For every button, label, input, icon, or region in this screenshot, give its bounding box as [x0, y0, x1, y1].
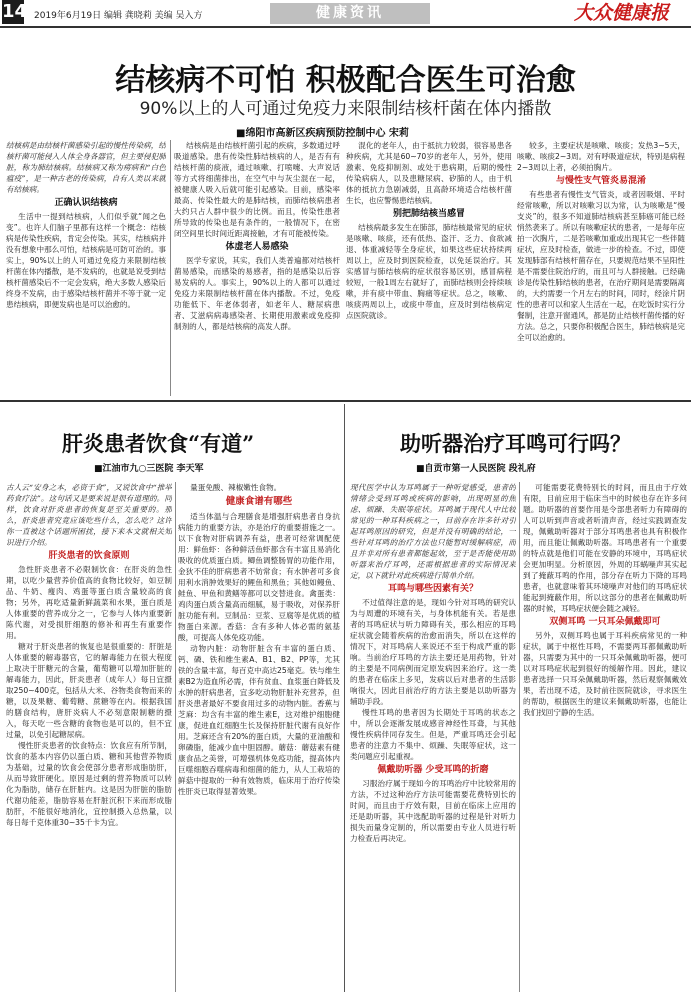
column-divider — [170, 140, 171, 396]
top-col-2 — [174, 140, 340, 396]
liver-col-1 — [6, 482, 172, 992]
hearing-col-1 — [350, 482, 516, 992]
liver-article-title: 肝炎患者饮食“有道” — [62, 431, 255, 456]
header-rule — [0, 26, 691, 28]
hearing-para-3: 习服治疗属于现如今的耳鸣治疗中比较常用的方法，不过这种治疗方法可能需要花费特别长的时间，而且由于疗效有限，目前在临床上应用的还是助听器，其中选配助听器的过程是针对听力损失而量身定制的，所以需要由专业人员进行听力检查后再决定。 — [350, 779, 516, 843]
subheading-hearing-aid: 佩戴助听器 少受耳鸣的折磨 — [377, 765, 489, 775]
subheading-elderly: 体虚老人易感染 — [225, 242, 289, 252]
hearing-col2-text: 可能需要花费特别长的时间，而且由于疗效有限，目前应用于临床当中的时候也存在许多问题。助听器的首要作用是令部患者听力有障碍的人可以听到声音或者听清声音，经过实践调查发现，佩戴助听器对于部分耳鸣患者也具有积极作用，而且能让佩戴助听器。耳鸣患者有一个重要的特点就是他们可能在安静的环境中，耳鸣症状会更加明显。分析原因，外周的耳蜗噪声其实起到了掩蔽耳鸣的作用，部分存在听力下降的耳鸣患者，也就意味着其环境噪声对他们的耳鸣症状能起到掩蔽作用，所以这部分的患者在佩戴助听器的时候，耳鸣症状便会随之减轻。 — [523, 483, 687, 613]
subheading-tb-understanding: 正确认识结核病 — [54, 198, 118, 208]
column-divider — [175, 482, 176, 992]
liver-col2b-text: 动物内脏：动物肝脏含有丰富的蛋白质、钙、磷、铁和维生素A、B1、B2、PP等，尤其铁的含量丰富，每百克中高达25毫克。铁与维生素B2为造血所必需，伴有贫血、血浆蛋白降低及水肿的肝病患者，宜多吃动物肝脏补充营养，但肝炎患者最好不要食用过多的动物内脏。香蕉与芝麻：均含有丰富的维生素E，这对维护细胞健康，促进血红细胞生长及保持肝脏代谢有良好作用。芝麻还含有20%的蛋白质，大量的亚油酸和卵磷脂，能减少血中胆固醇。蘑菇：蘑菇素有健康食品之美誉，可增强机体免疫功能，提高体内巨噬细胞吞噬病毒和细菌的能力，从人工栽培的鲜菇中提取的一种有效物质，临床用于治疗传染性肝炎已取得显著效果。 — [178, 644, 340, 796]
article-divider — [344, 404, 345, 992]
liver-para-2: 糖对于肝炎患者的恢复也是很重要的：肝脏是人体重要的解毒器官，它的解毒能力在很大程度上取决于肝糖元的含量，葡萄糖可以增加肝脏的解毒能力，因此，肝炎患者（成年人）每日宜摄取250~400克，包括从大米、谷物类食物而来的糖，以及果糖、葡萄糖、蔗糖等在内。根据我国的膳食结构，唐肝炎病人不必刻意限制糖的摄入，每天吃一些含糖的食物也是可以的，但不宜过量，以免引起糖尿病。 — [6, 642, 172, 739]
liver-col-2 — [178, 482, 340, 992]
subheading-bilateral: 双侧耳鸣 一只耳朵佩戴即可 — [549, 617, 661, 627]
subheading-not-a-cold: 别把肺结核当感冒 — [392, 209, 465, 219]
hearing-lead: 现代医学中认为耳鸣属于一种听觉感受，患者的情绪会受到耳鸣或疾病的影响，出现明显的焦虑、烦躁、失眠等症状。耳鸣属于现代人中比较常见的一种耳科疾病之一，目前存在许多针对引起耳鸣原因的研究，但是并没有明确的结论，一些针对耳鸣的治疗方法也只能暂时缓解病症，而且并非对所有患者都能起效，至于是否能使用助听器来治疗耳鸣，还需根据患者的实际情况来定，以下就针对此疾病进行简单介绍。 — [350, 483, 516, 580]
liver-col2a-text: 适当体温与合理膳食是增强肝病患者自身抗病能力的重要方法，亦是治疗的重要措施之一。以下食物对肝病调养有益，患者可经常调配使用：鲜鱼虾：各种鲜活鱼虾都含有丰富且易消化吸收的优质蛋白质。鲫鱼调整肠胃的功能作用，金狄不佳的肝病患者不妨常食；有水肿者可多食用利水消肿效果好的鲤鱼和黑鱼；其他如鳗鱼、鲑鱼、甲鱼和黄鳝等都可以交替进食。禽蛋类：鸡肉蛋白质含量高而细腻，易于吸收，对保养肝脏功能有利。豆制品：豆浆、豆腐等是优质的植物蛋白来源。香菇：含有多种人体必需的氨基酸，可提高人体免疫功能。 — [178, 512, 340, 642]
top-col-4 — [517, 140, 685, 396]
top-article-subtitle: 90%以上的人可通过免疫力来限制结核杆菌在体内播散 — [139, 99, 552, 119]
hearing-para-1: 不过值得注意的是，现如今针对耳鸣的研究认为与周遭的环境有关，与身体机能有关。若是患者的耳鸣症状与听力障碍有关，那么相应的耳鸣症状就会随着疾病的治愈而消失，所以在这样的情况下，对耳鸣病人来说还不至于构成严重的影响。当前治疗耳鸣的方法主要还是用药物，针对的主要是不同病例而定原发病因来治疗。这一类的患者在临床上多见，发病以后对患者的生活影响很大，因此目前治疗的方法主要是以助听器为辅助手段。 — [350, 598, 516, 706]
liver-article-byline: ■江油市九○三医院 李天军 — [94, 464, 204, 474]
top-lead: 结核病是由结核杆菌感染引起的慢性传染病，结核杆菌可能侵入人体全身各器官，但主要侵犯肺脏，称为肺结核病。结核病又称为痨病和“白色瘟疫”，是一种古老的传染病，自有人类以来就有结核病。 — [6, 141, 166, 194]
top-col1-text: 生活中一提到结核病，人们似乎就“闻之色变”。也许人们脑子里都有这样一个概念：结核病是传染性疾病，肯定会传染。其实，结核病并没有想象中那么可怕，结核病是可防可治的。事实上，90%以上的人可通过免疫力来限制结核杆菌在体内播散，是不发病的，也就是说受到结核杆菌感染后不一定会发病，绝大多数人感染后终身不发病，由于感染结核杆菌并不等于就一定患结核病，即便发病也是可以治愈的。 — [6, 212, 166, 309]
top-col4b-text: 有些患者有慢性支气管炎，或者因吸烟、平时经常咳嗽，所以对咳嗽习以为常，认为咳嗽是“慢支炎”的，很多不知道肺结核病甚至肺癌可能已经悄然袭来了。所以有咳嗽症状的患者，一是每年应拍一次胸片，二是若咳嗽加重或出现其它一些伴随症状，应及时检查，做进一步的检查。不过，即使发现肺部有结核杆菌存在，只要规范结果不呈阳性是不需要住院治疗的，而且可与人群接触。已经确诊是传染性肺结核的患者，在治疗期间是需要隔离的，大约需要一个月左右的时间，同时，经涂片阴性的患者可以和家人生活在一起，在吃饭时实行分餐制，注意开窗通风，都是防止结核杆菌传播的好方法。总之，只要你积极配合医生，肺结核病是完全可以治愈的。 — [517, 190, 685, 342]
subheading-tinnitus-factors: 耳鸣与哪些因素有关？ — [387, 584, 478, 594]
subheading-healthy-recipes: 健康食谱有哪些 — [225, 496, 293, 507]
top-article-title: 结核病不可怕 积极配合医生可治愈 — [115, 63, 576, 98]
top-col3b-text: 结核病最多发生在肺部，肺结核最常见的症状是咳嗽、咳痰，还有低热、盗汗、乏力、食欲减退、体重减轻等全身症状，如果这些症状持续两周以上，应及时到医院检查，以免延误治疗。其实感冒与肺结核病的症状很容易区别，感冒病程较短，一般1周左右就好了，而肺结核则会持续咳嗽，并有痰中带血、胸痛等症状。总之，咳嗽、咳痰两周以上，或痰中带血，应及时到结核病定点医院就诊。 — [346, 223, 512, 320]
top-col-1 — [6, 140, 166, 396]
top-col2-text: 结核病是由结核杆菌引起的疾病，多数通过呼吸道感染。患有传染性肺结核病的人，是否有有结核杆菌的痰液，通过咳嗽、打喷嚏、大声说话等方式将细菌排出，在空气中与灰尘混在一起，被健康人吸入后就可能引起感染。目前，感染率最高、传染性最大的是肺结核，而肺结核病患者大约只占人群中很少的比例。而且，传染性患者所导致的传染也是有条件的，一般情况下，在密闭空间里长时间近距离接触，才有可能被传染。 — [174, 141, 340, 238]
subheading-diet-principles: 肝炎患者的饮食原则 — [48, 551, 130, 561]
liver-para-3: 慢性肝炎患者的饮食特点：饮食应有所节制，饮食的基本内容仍以蛋白质、糖和其他营养物质为基础，过量的饮食会使部分患者形成脂肪肝，从而导致肝硬化。原因是过剩的营养物质可以转化为脂肪，储存在肝脏内。这是因为肝脏的脂肪代谢功能差，脂肪容易在肝脏沉积下来而形成脂肪肝，不能很好地消化，宜控制摄入总热量，以每日每千克体重30~35千卡为宜。 — [6, 741, 172, 827]
liver-lead: 古人云“安身之本，必资于食”，又说饮食中“推举药食疗法”。这句话又是要来说是很有道理的。同样，饮食对肝炎患者的恢复是至关重要的。那么，肝炎患者究竟应该吃些什么，怎么吃？这许你一直被这个话题所困扰，接下来本文就相关知识进行介绍。 — [6, 483, 172, 547]
top-col2b-text: 医学专家说，其实，我们人类普遍都对结核杆菌易感染，而感染的易感者，指的是感染以后容易发病的人。事实上，90%以上的人都可以通过免疫力来限制结核杆菌在体内播散。不过，免疫功能低下、年老体弱者，如老年人、糖尿病患者、艾滋病病毒感染者、长期使用激素或免疫抑制剂的人，都是结核病的高发人群。 — [174, 256, 340, 331]
top-col4-text: 较多，主要症状是咳嗽、咳痰；发热3~5天，咳嗽、咳痰2~3周。对有呼吸道症状，特别是病程2~3周以上者，必须拍胸片。 — [517, 141, 685, 172]
issue-meta: 2019年6月19日 编辑 龚晓莉 美编 吴入方 — [34, 11, 203, 21]
hearing-col-2 — [523, 482, 687, 992]
hearing-article-byline: ■自贡市第一人民医院 段礼府 — [416, 464, 536, 474]
liver-para-1: 急性肝炎患者不必限制饮食：在肝炎的急性期，以吃少量营养价值高的食物比较好，如豆制品、牛奶、瘦肉、鸡蛋等蛋白质含量较高的食物；另外，再吃适量新鲜蔬菜和水果，蛋白质是人体重要的营养成分之一，它参与人体内重要新陈代谢，对受损肝细胞的修补和再生有重要作用。 — [6, 565, 172, 640]
top-article-byline: ■绵阳市高新区疾病预防控制中心 宋莉 — [236, 128, 409, 139]
section-name: 健康资讯 — [270, 3, 430, 24]
page-number: 14 — [2, 1, 28, 22]
top-col-3 — [346, 140, 512, 396]
section-rule — [0, 400, 691, 402]
hearing-col2b-text: 另外，双侧耳鸣也属于耳科疾病常见的一种症状，属于中枢性耳鸣，不需要两耳都佩戴助听器，只需要为其中的一只耳朵佩戴助听器，便可以对耳鸣症状起到很好的缓解作用。因此，建议患者选择一只耳朵佩戴助听器，然后观察佩戴效果，若出现不适，及时前往医院就诊，寻求医生的帮助，根据医生的建议来佩戴助听器，也能让我们找回宁静的生活。 — [523, 631, 687, 717]
liver-col2-text: 量蛋免酸、辣椒嫩性食物。 — [190, 483, 282, 492]
hearing-para-2: 慢性耳鸣的患者因为长期处于耳鸣的状态之中，所以会逐渐发展成感音神经性耳聋，与其他慢性疾病伴同存发生。但是，严重耳鸣还会引起患者的注意力不集中、烦躁、失眠等症状，这一类问题应引起重视。 — [350, 708, 516, 761]
hearing-article-title: 助听器治疗耳鸣可行吗？ — [400, 431, 631, 456]
subheading-bronchitis: 与慢性支气管炎易混淆 — [555, 176, 646, 186]
newspaper-logo: 大众健康报 — [574, 2, 670, 24]
top-col3-text: 混化的老年人，由于抵抗力较弱，很容易患各种疾病，尤其是60~70岁的老年人，另外，使用激素、免疫抑制剂、或处于患病期，后期的慢性传染病病人，以及患糖尿病、矽肺的人，由于机体的抵抗力急剧减弱，且高龄环境适合结核杆菌生长，也应警惕患结核病。 — [346, 141, 512, 205]
page-header — [0, 0, 691, 26]
column-divider — [519, 482, 520, 992]
